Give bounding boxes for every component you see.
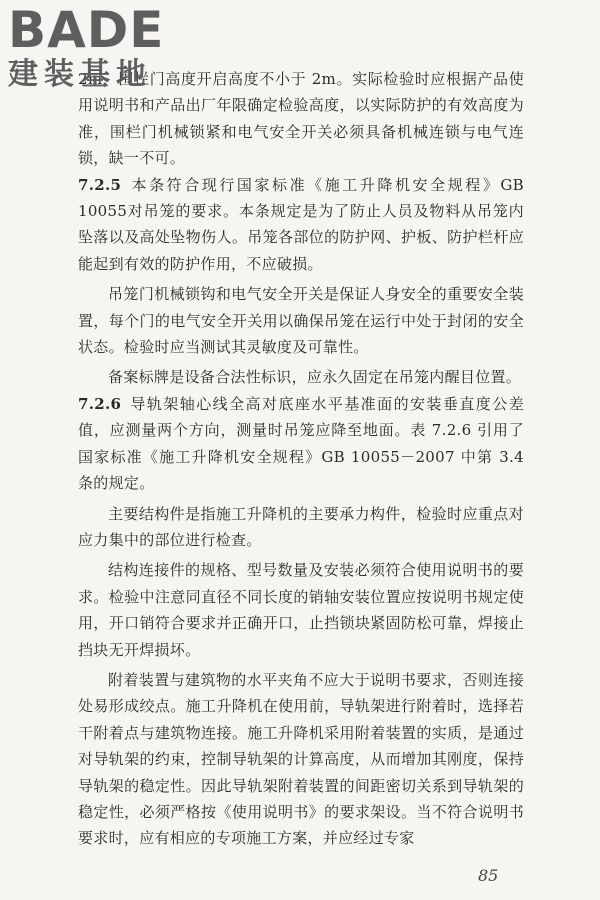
clause-7-2-5: 7.2.5 本条符合现行国家标准《施工升降机安全规程》GB 10055对吊笼的要求。本条规定是为了防止人员及物料从吊笼内坠落以及高处坠物伤人。吊笼各部位的防护网、护板、防护栏杆应能起到有效的防护作用，不应破损。 — [78, 175, 524, 273]
page-body — [78, 66, 524, 852]
logo-wordmark: BADE — [8, 1, 165, 59]
paragraph: 主要结构件是指施工升降机的主要承力构件，检验时应重点对应力集中的部位进行检查。 — [78, 504, 524, 549]
logo-subtitle: 建装基地 — [8, 57, 152, 92]
paragraph: 吊笼门机械锁钩和电气安全开关是保证人身安全的重要安全装置，每个门的电气安全开关用以确保吊笼在运行中处于封闭的安全状态。检验时应当测试其灵敏度及可靠性。 — [78, 285, 524, 357]
paragraph: 附着装置与建筑物的水平夹角不应大于说明书要求，否则连接处易形成绞点。施工升降机在使用前，导轨架进行附着时，选择若干附着点与建筑物连接。施工升降机采用附着装置的实质，是通过对导轨架的约束，控制导轨架的计算高度，从而增加其刚度，保持导轨架的稳定性。因此导轨架附着装置的间距密切关系到导轨架的稳定性，必须严格按《使用说明书》的要求架设。当不符合说明书要求时，应有相应的专项施工方案，并应经过专家 — [78, 670, 524, 848]
page-number: 85 — [478, 866, 499, 885]
clause-number: 7.2.5 — [78, 175, 122, 194]
paragraph: 结构连接件的规格、型号数量及安装必须符合使用说明书的要求。检验中注意同直径不同长度的销轴安装位置应按说明书规定使用，开口销符合要求并正确开口，止挡锁块紧固防松可靠，焊接止挡块无开焊损坏。 — [78, 561, 524, 659]
paragraph: 备案标牌是设备合法性标识，应永久固定在吊笼内醒目位置。 — [108, 368, 522, 387]
clause-number: 7.2.6 — [78, 394, 122, 413]
bade-logo — [8, 1, 178, 104]
paragraph-continued: 2m，围栏门高度开启高度不小于 2m。实际检验时应根据产品使用说明书和产品出厂年限确定检验高度，以实际防护的有效高度为准，围栏门机械锁紧和电气安全开关必须具备机械连锁与电气连锁，缺一不可。 — [78, 70, 524, 168]
clause-7-2-6: 7.2.6 导轨架轴心线全高对底座水平基准面的安装垂直度公差值，应测量两个方向，测量时吊笼应降至地面。表 7.2.6 引用了国家标准《施工升降机安全规程》GB 10055－2007 中第 3.4 条的规定。 — [78, 394, 524, 493]
